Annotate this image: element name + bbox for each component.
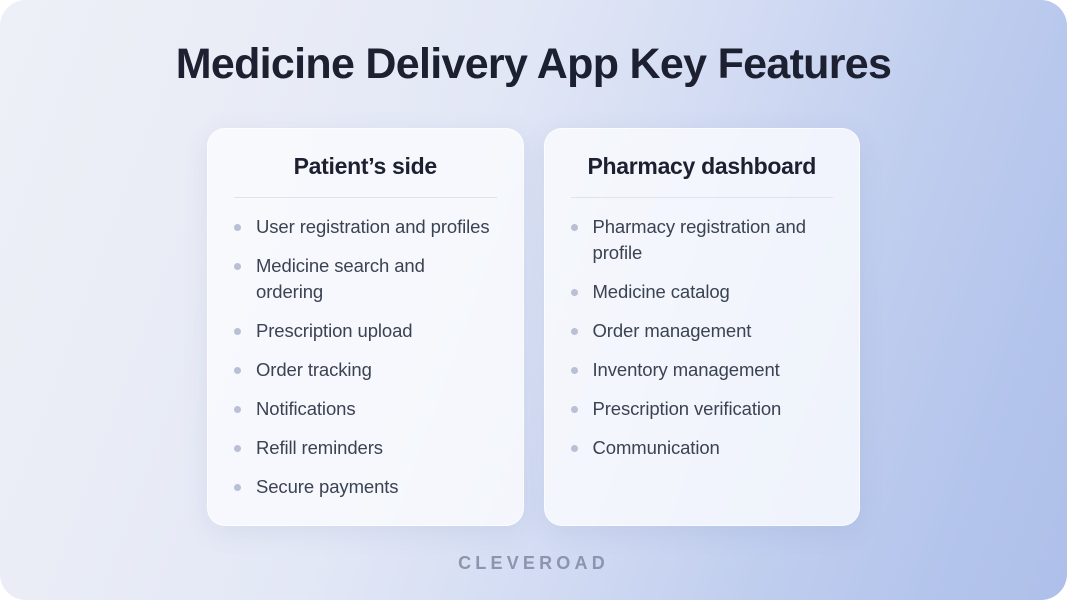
bullet-dot-icon [234,224,241,231]
list-item-label: Prescription upload [256,320,413,341]
list-item [571,396,834,422]
list-item [571,279,834,305]
bullet-dot-icon [571,289,578,296]
list-item [234,253,497,305]
list-item-label: Pharmacy registration and profile [592,216,806,263]
list-item [571,318,834,344]
list-item-label: Prescription verification [592,398,782,419]
page-title: Medicine Delivery App Key Features [175,40,892,88]
list-item-label: Communication [592,437,720,458]
list-item [571,357,834,383]
bullet-dot-icon [571,445,578,452]
bullet-dot-icon [234,445,241,452]
bullet-dot-icon [234,406,241,413]
list-item [234,357,497,383]
list-item [234,396,497,422]
list-item [234,214,497,240]
bullet-dot-icon [234,328,241,335]
pharmacy-dashboard-card [544,128,861,526]
bullet-dot-icon [571,224,578,231]
list-item-label: User registration and profiles [256,216,490,237]
list-item-label: Notifications [256,398,356,419]
bullet-dot-icon [234,367,241,374]
list-item [571,214,834,266]
list-item [234,435,497,461]
list-item-label: Medicine search and ordering [256,255,425,302]
list-item-label: Order tracking [256,359,372,380]
feature-cards-container [207,128,860,526]
bullet-dot-icon [571,406,578,413]
brand-wordmark: CLEVEROAD [458,553,609,573]
pharmacy-dashboard-feature-list [571,214,834,461]
bullet-dot-icon [234,263,241,270]
list-item [234,474,497,500]
list-item [571,435,834,461]
patient-side-card-title: Patient’s side [234,153,497,198]
bullet-dot-icon [571,367,578,374]
list-item [234,318,497,344]
list-item-label: Inventory management [592,359,780,380]
list-item-label: Medicine catalog [592,281,730,302]
pharmacy-dashboard-card-title: Pharmacy dashboard [571,153,834,198]
bullet-dot-icon [571,328,578,335]
list-item-label: Order management [592,320,752,341]
patient-side-card [207,128,524,526]
list-item-label: Refill reminders [256,437,383,458]
list-item-label: Secure payments [256,476,399,497]
bullet-dot-icon [234,484,241,491]
patient-side-feature-list [234,214,497,500]
